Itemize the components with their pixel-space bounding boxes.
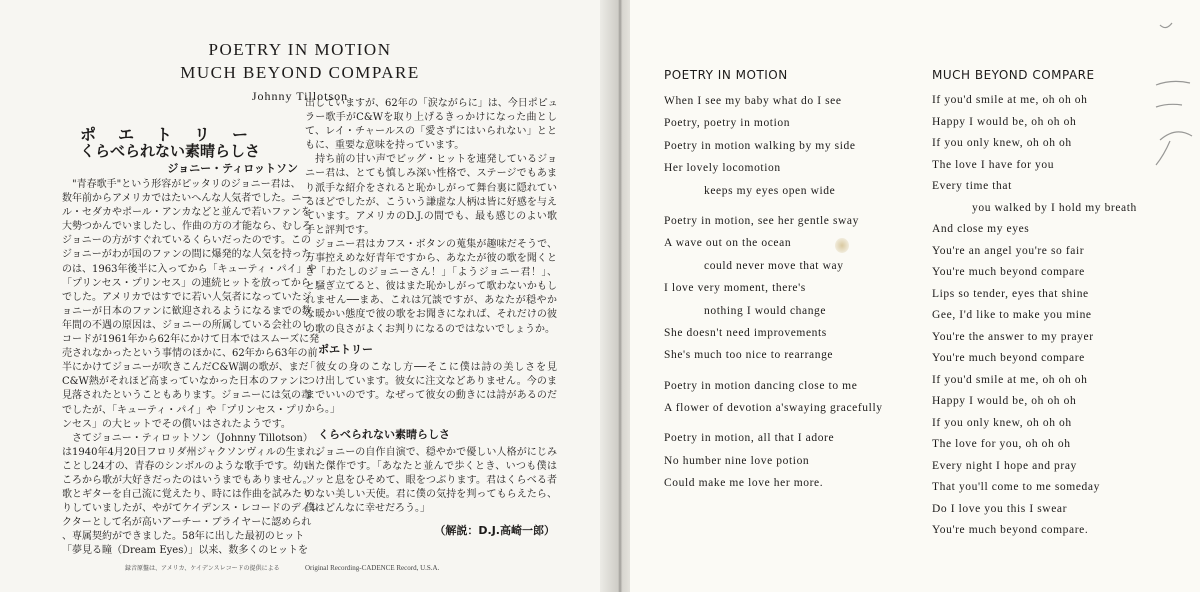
lyric-line: could never move that way (704, 259, 844, 272)
text-line: ジョニー君はカフス・ボタンの蒐集が趣味だそうで、 (305, 238, 557, 250)
text-line: て、レイ・チャールスの「愛さずにはいられない」とと (305, 126, 557, 138)
lyric-line: I love very moment, there's (664, 282, 806, 295)
lyric-line: You're an angel you're so fair (932, 244, 1085, 257)
lyric-line: She doesn't need improvements (664, 326, 827, 339)
lyric-line: Happy I would be, oh oh oh (932, 115, 1077, 128)
text-line: クターとして名が高いアーチー・ブライヤーに認められ (62, 517, 312, 529)
lyric-line: Could make me love her more. (664, 477, 824, 490)
text-line: 大勢つかんでいましたし、作曲の方の才能なら、むしろ (62, 221, 312, 233)
text-line: 出た傑作です。「あなたと並んで歩くとき、いつも僕は (305, 461, 557, 473)
paper-stain (835, 238, 849, 253)
text-line: のない美しい天使。君に僕の気持を判ってもらえたら、 (305, 489, 557, 501)
text-line: 半にかけてジョニーが吹きこんだC&W調の歌が、まだ (62, 362, 309, 374)
lyric-line: You're the answer to my prayer (932, 330, 1094, 343)
stanza-gap (664, 367, 883, 375)
stanza-gap (664, 419, 883, 427)
song1-lyrics (664, 90, 883, 495)
lyric-line: A wave out on the ocean (664, 237, 792, 250)
text-line: は1940年4月20日フロリダ州ジャクソンヴィルの生まれ。 (62, 446, 327, 458)
text-line: ています。アメリカのD.J.の間でも、最も感じのよい歌 (305, 210, 557, 222)
text-line: 、専属契約ができました。58年に出した最初のヒット (62, 531, 305, 543)
lyric-line: That you'll come to me someday (932, 481, 1100, 493)
lyric-line: Poetry in motion dancing close to me (664, 379, 858, 392)
jp-title: ポエトリー (80, 125, 271, 144)
lyric-line: The love I have for you (932, 158, 1055, 171)
lyric-line: She's much too nice to rearrange (664, 349, 834, 362)
text-line: ジョニーがわが国のファンの間に爆発的な人気を持った (62, 249, 312, 261)
footer-en: Original Recording-CADENCE Record, U.S.A. (305, 564, 440, 572)
lyric-line: Poetry in motion, see her gentle sway (664, 214, 859, 227)
text-line: の歌の良さがよくお判りになるのではないでしょうか。 (305, 323, 555, 335)
commentary-credit: （解説：D.J.高崎一郎） (434, 524, 555, 537)
pen-scribble (1150, 15, 1198, 185)
text-line: 持ち前の甘い声でビッグ・ヒットを連発しているジョ (305, 154, 557, 166)
text-line: 万事控えめな好青年ですから、あなたが彼の歌を聞くと (305, 253, 557, 265)
lyric-line: Every time that (932, 180, 1012, 192)
title-much-beyond-compare: MUCH BEYOND COMPARE (180, 63, 420, 82)
text-line: ョニーが日本のファンに歓迎されるようになるまでの数 (62, 305, 312, 317)
text-line: 見落されたということもあります。ジョニーには気の毒 (62, 390, 311, 402)
text-line: 僕はどんなに幸せだろう。」 (305, 503, 430, 515)
lyric-line: If you'd smile at me, oh oh oh (932, 373, 1088, 386)
text-line: ル・セダカやポール・アンカなどと並んで若いファンを (62, 207, 312, 219)
text-line: 「プリンセス・プリンセス」の連続ヒットを放ってから (62, 277, 311, 289)
song2-title: MUCH BEYOND COMPARE (932, 68, 1095, 82)
song1-title: POETRY IN MOTION (664, 68, 788, 82)
lyric-line: Do I love you this I swear (932, 502, 1068, 515)
text-line: さてジョニー・ティロットソン（Johnny Tillotson） (62, 432, 313, 444)
text-line: ジョニーの自作自演で、穏やかで優しい人格がにじみ (305, 447, 557, 458)
artist-name: Johnny Tillotson (251, 89, 349, 103)
text-line: でした。アメリカではすでに若い人気者になっていたジ (62, 291, 312, 303)
lyric-line: Happy I would be, oh oh oh (932, 395, 1077, 407)
text-line: 「夢見る瞳（Dream Eyes）」以来、数多くのヒットを (62, 545, 309, 557)
lyric-line: Poetry in motion, all that I adore (664, 432, 835, 445)
lyric-line: Her lovely locomotion (664, 162, 781, 175)
lyric-line: Gee, I'd like to make you mine (932, 309, 1092, 321)
text-line: ジョニーの方がすぐれているくらいだったのです。この (62, 235, 311, 247)
song2-lyrics (932, 90, 1137, 542)
lyric-line: If you only knew, oh oh oh (932, 137, 1072, 149)
text-line: ソッと息をひそめて、眼をつぶります。君はくらべる者 (305, 475, 557, 487)
text-line: と騒ぎ立てると、彼はまた恥かしがって歌わないかもし (305, 281, 557, 293)
text-line: "青春歌手"という形容がピッタリのジョニー君は、 (62, 179, 301, 190)
text-line: つけ出しています。彼女に注文などありません。今のま (305, 376, 557, 388)
lyric-line: If you only knew, oh oh oh (932, 416, 1072, 429)
text-line: りしていましたが、やがてケイデンス・レコードのディレ (62, 503, 320, 515)
text-line: るほどでしたが、こういう謙虚な人柄は皆に好感を与え (305, 196, 557, 208)
jp-subtitle: くらべられない素晴らしさ (80, 142, 261, 160)
text-line: な暖かい態度で彼の歌をお聞きになれば、それだけの彼 (305, 309, 557, 321)
section-poetry-text (305, 361, 557, 417)
text-line: 数年前からアメリカではたいへんな人気者でした。ニー (62, 193, 312, 205)
lyric-line: A flower of devotion a'swaying gracefully (664, 402, 883, 415)
text-line: までいいのです。なぜって彼女の動きには詩があるのだ (305, 390, 557, 402)
section-compare-text (305, 446, 557, 516)
text-line: ニー君は、とても慎しみ深い性格で、ステージでもあま (305, 168, 557, 180)
section-compare-heading: くらべられない素晴らしさ (318, 428, 450, 441)
text-line: り派手な紹介をされると恥かしがって舞台裏に隠れてい (305, 182, 557, 194)
lyric-line: Lips so tender, eyes that shine (932, 287, 1089, 300)
lyric-line: You're much beyond compare (932, 352, 1085, 364)
section-poetry-heading: ポエトリー (318, 343, 373, 356)
lyric-line: And close my eyes (932, 223, 1030, 235)
lyric-line: You're much beyond compare. (932, 524, 1089, 536)
lyric-line: keeps my eyes open wide (704, 184, 836, 197)
text-line: もに、重要な意味を持っています。 (305, 140, 465, 152)
text-line: C&W熱がそれほど高まっていなかった日本のファンに (62, 376, 309, 388)
footer-jp: 録音原盤は、アメリカ、ケイデンスレコードの提供による (125, 565, 280, 572)
text-line: き「わたしのジョニーさん！」「ようジョニー君！」、 (305, 267, 557, 279)
lyric-line: No humber nine love potion (664, 454, 810, 467)
text-line: 出していますが、62年の「涙ながらに」は、今日ポピュ (305, 98, 558, 109)
lyric-line: When I see my baby what do I see (664, 95, 842, 107)
lyric-line: nothing I would change (704, 304, 827, 317)
stanza-gap (664, 202, 883, 210)
lyric-line: You're much beyond compare (932, 266, 1085, 278)
liner-notes-column-1 (62, 178, 327, 559)
text-line: 売されなかったという事情のほかに、62年から63年の前 (62, 348, 318, 360)
jp-artist: ジョニー・ティロットソン (167, 162, 298, 175)
text-line: コードが1961年から62年にかけて日本ではスムーズに発 (62, 334, 320, 346)
text-line: のは、1963年後半に入ってから「キューティ・パイ」や (62, 263, 317, 275)
lyric-line: If you'd smile at me, oh oh oh (932, 94, 1088, 106)
text-line: 手と評判です。 (305, 224, 375, 236)
lyric-line: you walked by I hold my breath (972, 201, 1137, 214)
text-line: ンセス」の大ヒットでその償いはされたようです。 (62, 418, 291, 430)
text-line: ラー歌手がC&Wを取り上げるきっかけになった曲とし (305, 112, 557, 124)
text-line: 歌とギターを自己流に覚えたり、時には作曲を試みたり (62, 489, 312, 501)
text-line: ころから歌が大好きだったのはいうまでもありません。 (62, 474, 313, 486)
text-line: ことし24才の、青春のシンボルのような歌手です。幼い (62, 460, 314, 472)
text-line: でしたが、「キューティ・パイ」や「プリンセス・プリ (62, 404, 306, 416)
text-line: 「彼女の身のこなし方──そこに僕は詩の美しさを見 (305, 362, 557, 373)
title-poetry-in-motion: POETRY IN MOTION (208, 40, 392, 59)
lyric-line: Every night I hope and pray (932, 459, 1077, 472)
text-line: から。」 (305, 404, 340, 416)
lyric-line: The love for you, oh oh oh (932, 438, 1071, 450)
lyric-line: Poetry, poetry in motion (664, 117, 791, 130)
lyric-line: Poetry in motion walking by my side (664, 139, 856, 152)
text-line: 年間の不遇の原因は、ジョニーの所属している会社のレ (62, 319, 312, 331)
text-line: れません──まあ、これは冗談ですが、あなたが穏やか (305, 295, 557, 307)
liner-notes-column-2 (305, 97, 557, 337)
